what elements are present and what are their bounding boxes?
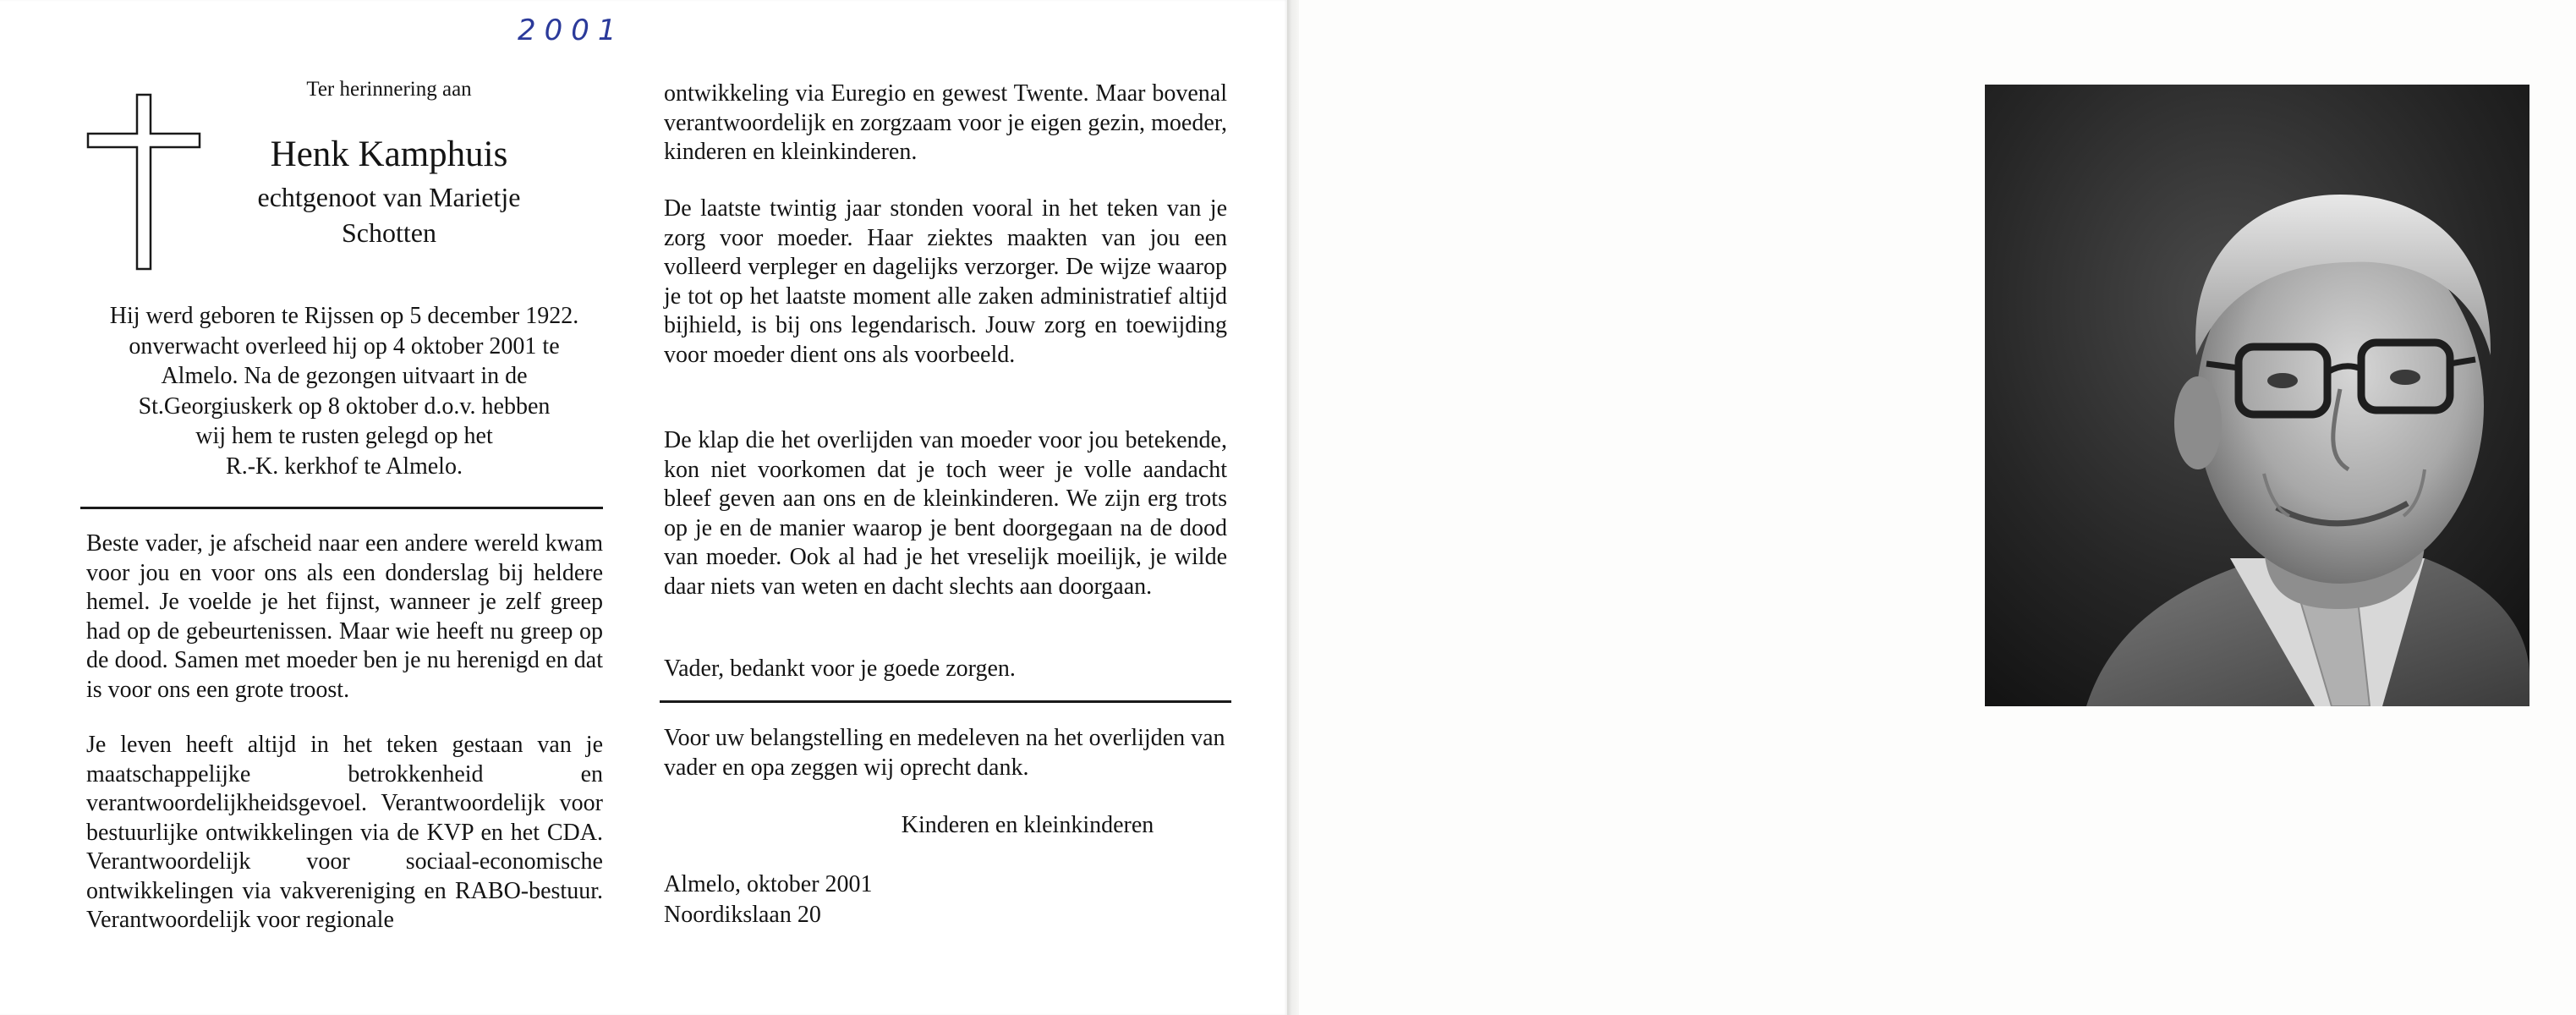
acknowledgement-text: Voor uw belangstelling en medeleven na het overlijden van vader en opa zeggen wij oprecht dank. bbox=[664, 725, 1225, 781]
intro-text: Ter herinnering aan bbox=[306, 78, 472, 101]
card-fold bbox=[1287, 0, 1299, 1015]
deceased-name: Henk Kamphuis bbox=[270, 134, 508, 174]
paragraph-responsibility: Je leven heeft altijd in het teken gestaan van je maatschappelijke betrokkenheid en verantwoordelijkheidsgevoel. Verantwoordelijk voor bestuurlijke ontwikkelingen via de KVP en het CDA. Verantwoordelijk voor sociaal-economische ontwikkelingen via vakvereniging en RABO-bestuur. Verantwoordelijk voor regionale bbox=[86, 732, 603, 933]
spouse-text bbox=[211, 179, 567, 250]
paragraph-thanks-father: Vader, bedankt voor je goede zorgen. bbox=[664, 656, 1016, 682]
card-inner-left bbox=[0, 0, 1287, 1015]
bio-line: Hij werd geboren te Rijssen op 5 december 1922. bbox=[109, 303, 579, 329]
paragraph-loss: De klap die het overlijden van moeder voor jou betekende, kon niet voorkomen dat je toch weer je volle aandacht bleef geven aan ons en de kleinkinderen. We zijn erg trots op je en de manier waarop je bent doorgegaan na de dood van moeder. Ook al had je het vreselijk moeilijk, je wilde daar niets van weten en dacht slechts aan doorgaan. bbox=[664, 427, 1227, 600]
place-and-address bbox=[664, 870, 1087, 930]
paragraph-care: De laatste twintig jaar stonden vooral in het teken van je zorg voor moeder. Haar ziektes maakten van jou een volleerd verpleger en dagelijks verzorger. De wijze waarop je tot op het laatste moment alle zaken administratief altijd bijhield, is bij ons legendarisch. Jouw zorg en toewijding voor moeder dient ons als voorbeeld. bbox=[664, 195, 1227, 368]
spouse-line-2: Schotten bbox=[342, 217, 436, 248]
card-inner-right bbox=[1299, 0, 2576, 1015]
biography bbox=[78, 301, 611, 481]
cross-icon bbox=[85, 93, 203, 271]
divider-line bbox=[80, 507, 603, 509]
spouse-line-1: echtgenoot van Marietje bbox=[257, 182, 521, 212]
signature: Kinderen en kleinkinderen bbox=[901, 812, 1154, 838]
paragraph-farewell: Beste vader, je afscheid naar een andere wereld kwam voor jou en voor ons als een donderslag bij heldere hemel. Je voelde je het fijnst, wanneer je zelf greep had op de gebeurtenissen. Maar wie heeft nu greep op de dood. Samen met moeder ben je nu herenigd en dat is voor ons een grote troost. bbox=[86, 530, 603, 703]
bio-line: wij hem te rusten gelegd op het bbox=[195, 423, 493, 449]
divider-line bbox=[660, 700, 1231, 703]
paragraph-family: ontwikkeling via Euregio en gewest Twente. Maar bovenal verantwoordelijk en zorgzaam voor je eigen gezin, moeder, kinderen en kleinkinderen. bbox=[664, 80, 1227, 165]
portrait-photo bbox=[1985, 85, 2529, 706]
handwritten-number: 2001 bbox=[518, 14, 625, 47]
bio-line: onverwacht overleed hij op 4 oktober 2001 te bbox=[129, 332, 560, 359]
bio-line: Almelo. Na de gezongen uitvaart in de bbox=[161, 363, 528, 389]
address: Noordikslaan 20 bbox=[664, 902, 821, 928]
bio-line: St.Georgiuskerk op 8 oktober d.o.v. hebben bbox=[138, 392, 551, 420]
place-date: Almelo, oktober 2001 bbox=[664, 871, 873, 897]
bio-line: R.-K. kerkhof te Almelo. bbox=[226, 453, 463, 480]
